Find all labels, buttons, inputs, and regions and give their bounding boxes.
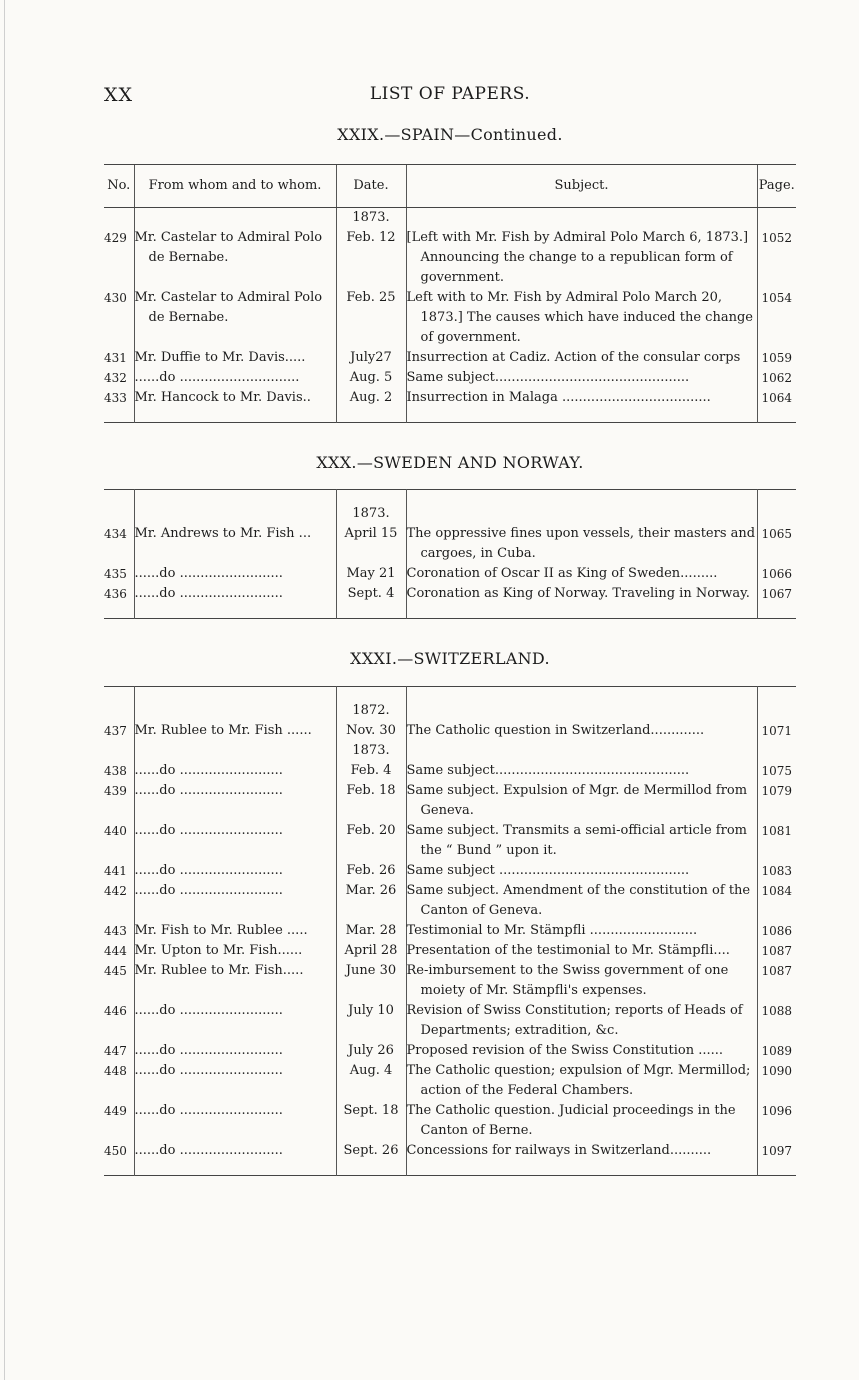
entry-date: Feb. 25 <box>336 288 406 348</box>
entry-date: Sept. 18 <box>336 1101 406 1141</box>
entry-subject: The Catholic question. Judicial proceedings in the Canton of Berne. <box>406 1101 757 1141</box>
table-row <box>104 1041 796 1061</box>
entry-date: July27 <box>336 348 406 368</box>
table-row <box>104 881 796 921</box>
entry-subject: Re-imbursement to the Swiss government of one moiety of Mr. Stämpfli's expenses. <box>406 961 757 1001</box>
entry-page: 1062 <box>757 368 796 388</box>
entry-page: 1071 <box>757 701 796 741</box>
correspondents: Mr. Castelar to Admiral Polo de Bernabe. <box>134 288 336 348</box>
correspondents: ......do ......................... <box>134 1101 336 1141</box>
entry-date: July 26 <box>336 1041 406 1061</box>
entry-page: 1084 <box>757 881 796 921</box>
entry-number: 448 <box>104 1064 127 1078</box>
entry-subject: Same subject............................................... <box>406 368 757 388</box>
entry-number: 436 <box>104 587 127 601</box>
entry-subject: Concessions for railways in Switzerland.......... <box>406 1141 757 1161</box>
correspondents: Mr. Hancock to Mr. Davis.. <box>134 388 336 408</box>
entry-page: 1059 <box>757 348 796 368</box>
table-row <box>104 741 796 781</box>
table-header-row <box>104 165 796 208</box>
entry-subject: Same subject. Amendment of the constitution of the Canton of Geneva. <box>406 881 757 921</box>
papers-table-switzerland <box>104 686 796 1176</box>
table-row <box>104 821 796 861</box>
entry-date: 1873. Feb. 4 <box>336 741 406 781</box>
correspondents: ......do ......................... <box>134 881 336 921</box>
entry-page: 1065 <box>757 504 796 564</box>
end-padding-row <box>104 604 796 619</box>
entry-date: Mar. 26 <box>336 881 406 921</box>
entry-page: 1067 <box>757 584 796 604</box>
entry-subject: Presentation of the testimonial to Mr. Stämpfli.... <box>406 941 757 961</box>
correspondents: Mr. Andrews to Mr. Fish ... <box>134 504 336 564</box>
entry-date: 1873. Feb. 12 <box>336 208 406 289</box>
entry-date: Feb. 26 <box>336 861 406 881</box>
table-row <box>104 504 796 564</box>
table-row <box>104 388 796 408</box>
spacer-row <box>104 490 796 505</box>
table-row <box>104 1061 796 1101</box>
correspondents: ......do ............................. <box>134 368 336 388</box>
entry-subject: Proposed revision of the Swiss Constitution ...... <box>406 1041 757 1061</box>
entry-date: Feb. 20 <box>336 821 406 861</box>
entry-date: June 30 <box>336 961 406 1001</box>
column-header-subject: Subject. <box>406 165 757 208</box>
entry-number: 446 <box>104 1004 127 1018</box>
entry-subject: The Catholic question; expulsion of Mgr. Mermillod; action of the Federal Chambers. <box>406 1061 757 1101</box>
end-padding-row <box>104 408 796 423</box>
correspondents: ......do ......................... <box>134 1041 336 1061</box>
correspondents: ......do ......................... <box>134 821 336 861</box>
entry-number: 429 <box>104 231 127 245</box>
entry-page: 1052 <box>757 208 796 289</box>
entry-page: 1054 <box>757 288 796 348</box>
section-title-switzerland: XXXI.—SWITZERLAND. <box>350 649 550 668</box>
entry-number: 443 <box>104 924 127 938</box>
entry-number: 444 <box>104 944 127 958</box>
entry-date: 1872. Nov. 30 <box>336 701 406 741</box>
correspondents: ......do ......................... <box>134 1001 336 1041</box>
table-row <box>104 861 796 881</box>
date-year: 1873. <box>352 743 390 758</box>
entry-subject: Insurrection in Malaga .................................... <box>406 388 757 408</box>
date-year: 1872. <box>352 703 390 718</box>
entry-number: 441 <box>104 864 127 878</box>
entry-number: 431 <box>104 351 127 365</box>
entry-page: 1088 <box>757 1001 796 1041</box>
entry-date: Aug. 2 <box>336 388 406 408</box>
section-title-sweden-norway: XXX.—SWEDEN AND NORWAY. <box>316 453 584 472</box>
entry-date: Aug. 5 <box>336 368 406 388</box>
spacer-row <box>104 687 796 702</box>
table-row <box>104 208 796 289</box>
column-header-from: From whom and to whom. <box>134 165 336 208</box>
entry-page: 1081 <box>757 821 796 861</box>
entry-page: 1066 <box>757 564 796 584</box>
entry-number: 439 <box>104 784 127 798</box>
column-header-date: Date. <box>336 165 406 208</box>
entry-number: 447 <box>104 1044 127 1058</box>
entry-date: Mar. 28 <box>336 921 406 941</box>
entry-date: Aug. 4 <box>336 1061 406 1101</box>
table-row <box>104 348 796 368</box>
correspondents: Mr. Castelar to Admiral Polo de Bernabe. <box>134 208 336 289</box>
entry-date: Sept. 26 <box>336 1141 406 1161</box>
entry-number: 445 <box>104 964 127 978</box>
entry-number: 434 <box>104 527 127 541</box>
table-row <box>104 564 796 584</box>
running-title: LIST OF PAPERS. <box>369 84 531 104</box>
papers-table-spain <box>104 164 796 423</box>
entry-page: 1083 <box>757 861 796 881</box>
entry-subject: Coronation of Oscar II as King of Sweden......... <box>406 564 757 584</box>
table-row <box>104 941 796 961</box>
entry-page: 1087 <box>757 941 796 961</box>
entry-subject: Same subject............................................... <box>406 741 757 781</box>
entry-page: 1079 <box>757 781 796 821</box>
entry-date: May 21 <box>336 564 406 584</box>
table-row <box>104 781 796 821</box>
entry-subject: Same subject .............................................. <box>406 861 757 881</box>
page-header <box>104 84 796 108</box>
table-row <box>104 701 796 741</box>
entry-number: 438 <box>104 764 127 778</box>
entry-page: 1096 <box>757 1101 796 1141</box>
entry-page: 1075 <box>757 741 796 781</box>
end-padding-row <box>104 1161 796 1176</box>
correspondents: ......do ......................... <box>134 564 336 584</box>
correspondents: Mr. Rublee to Mr. Fish..... <box>134 961 336 1001</box>
entry-number: 432 <box>104 371 127 385</box>
entry-subject: Revision of Swiss Constitution; reports of Heads of Departments; extradition, &c. <box>406 1001 757 1041</box>
table-row <box>104 961 796 1001</box>
entry-date: 1873. April 15 <box>336 504 406 564</box>
correspondents: ......do ......................... <box>134 584 336 604</box>
correspondents: ......do ......................... <box>134 1141 336 1161</box>
table-row <box>104 921 796 941</box>
table-row <box>104 584 796 604</box>
correspondents: Mr. Upton to Mr. Fish...... <box>134 941 336 961</box>
entry-subject: The Catholic question in Switzerland............. <box>406 701 757 741</box>
correspondents: Mr. Fish to Mr. Rublee ..... <box>134 921 336 941</box>
date-year: 1873. <box>352 210 390 225</box>
entry-number: 435 <box>104 567 127 581</box>
entry-date: Sept. 4 <box>336 584 406 604</box>
entry-subject: Insurrection at Cadiz. Action of the consular corps <box>406 348 757 368</box>
table-row <box>104 1101 796 1141</box>
entry-page: 1087 <box>757 961 796 1001</box>
entry-page: 1089 <box>757 1041 796 1061</box>
entry-number: 449 <box>104 1104 127 1118</box>
entry-subject: Same subject. Expulsion of Mgr. de Mermillod from Geneva. <box>406 781 757 821</box>
correspondents: ......do ......................... <box>134 781 336 821</box>
entry-subject: Testimonial to Mr. Stämpfli .......................... <box>406 921 757 941</box>
column-header-page: Page. <box>757 165 796 208</box>
entry-number: 430 <box>104 291 127 305</box>
papers-table-sweden-norway <box>104 489 796 619</box>
correspondents: ......do ......................... <box>134 741 336 781</box>
column-header-no: No. <box>104 165 134 208</box>
entry-page: 1090 <box>757 1061 796 1101</box>
table-row <box>104 1001 796 1041</box>
table-row <box>104 368 796 388</box>
entry-page: 1086 <box>757 921 796 941</box>
entry-number: 433 <box>104 391 127 405</box>
entry-subject: The oppressive fines upon vessels, their masters and cargoes, in Cuba. <box>406 504 757 564</box>
entry-number: 442 <box>104 884 127 898</box>
entry-date: July 10 <box>336 1001 406 1041</box>
entry-page: 1064 <box>757 388 796 408</box>
section-title-spain: XXIX.—SPAIN—Continued. <box>337 125 563 144</box>
date-year: 1873. <box>352 506 390 521</box>
correspondents: Mr. Rublee to Mr. Fish ...... <box>134 701 336 741</box>
table-row <box>104 288 796 348</box>
entry-subject: Left with to Mr. Fish by Admiral Polo March 20, 1873.] The causes which have induced the change of government. <box>406 288 757 348</box>
correspondents: ......do ......................... <box>134 1061 336 1101</box>
page-number: XX <box>104 84 134 106</box>
entry-date: Feb. 18 <box>336 781 406 821</box>
page-edge <box>4 0 5 1380</box>
entry-number: 437 <box>104 724 127 738</box>
entry-subject: Coronation as King of Norway. Traveling in Norway. <box>406 584 757 604</box>
entry-subject: Same subject. Transmits a semi-official article from the “ Bund ” upon it. <box>406 821 757 861</box>
entry-number: 450 <box>104 1144 127 1158</box>
entry-page: 1097 <box>757 1141 796 1161</box>
entry-subject: [Left with Mr. Fish by Admiral Polo March 6, 1873.] Announcing the change to a republican form of government. <box>406 208 757 289</box>
table-row <box>104 1141 796 1161</box>
entry-number: 440 <box>104 824 127 838</box>
correspondents: ......do ......................... <box>134 861 336 881</box>
correspondents: Mr. Duffie to Mr. Davis..... <box>134 348 336 368</box>
entry-date: April 28 <box>336 941 406 961</box>
